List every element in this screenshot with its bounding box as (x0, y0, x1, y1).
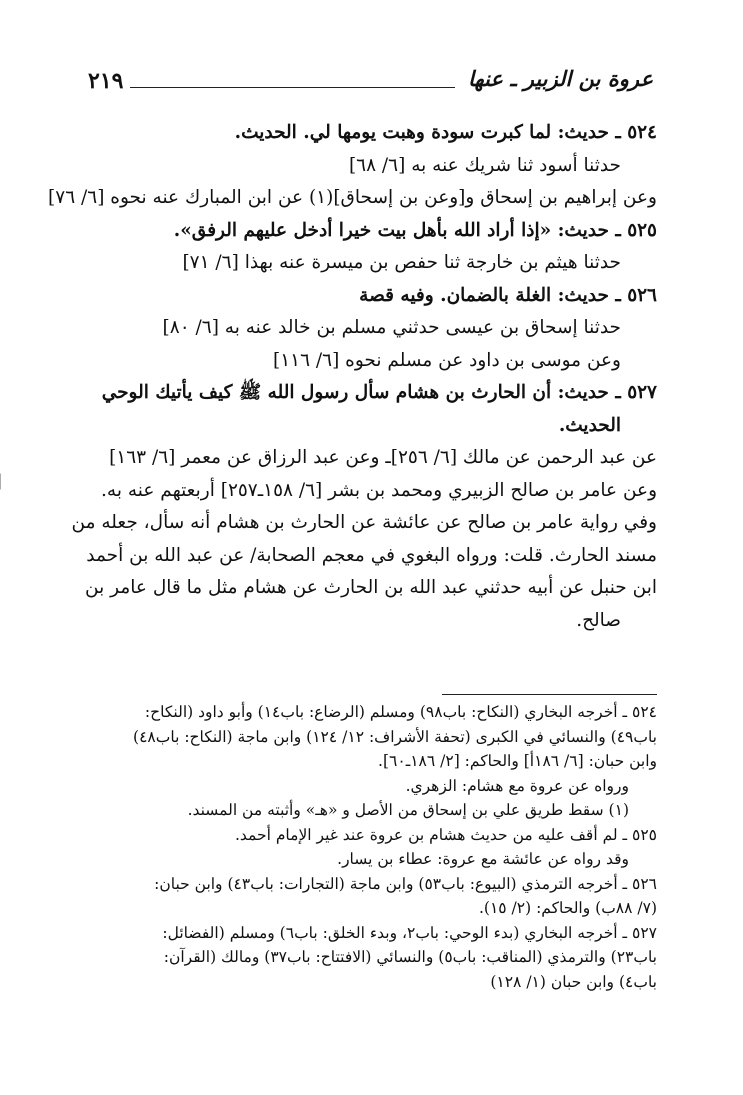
footnotes (60, 700, 657, 994)
text-line: ابن حنبل عن أبيه حدثني عبد الله بن الحارث عن هشام مثل ما قال عامر بن (85, 577, 657, 598)
text-line: حدثنا هيثم بن خارجة ثنا حفص بن ميسرة عنه بهذا [٦/ ٧١] (182, 252, 621, 273)
footnote-line: ٥٢٥ ـ لم أقف عليه من حديث هشام بن عروة عند غير الإمام أحمد. (234, 825, 657, 844)
text-line: الحديث. (558, 414, 621, 436)
entry-526-heading: ٥٢٦ ـ حديث: الغلة بالضمان. وفيه قصة (359, 284, 657, 306)
text-line: حدثنا إسحاق بن عيسى حدثني مسلم بن خالد عنه به [٦/ ٨٠] (162, 317, 621, 338)
footnote-line: (١) سقط طريق علي بن إسحاق من الأصل و «هـ» وأثبته من المسند. (187, 801, 629, 819)
margin-folio-note (0, 471, 2, 492)
entry-525-heading: ٥٢٥ ـ حديث: «إذا أراد الله بأهل بيت خيرا أدخل عليهم الرفق». (173, 219, 657, 241)
text-line: وعن موسى بن داود عن مسلم نحوه [٦/ ١١٦] (272, 349, 621, 371)
footnote-line: وقد رواه عن عائشة مع عروة: عطاء بن يسار. (337, 850, 629, 868)
footnote-line: (٧/ ٨٨ب) والحاكم: (٢/ ١٥). (478, 899, 657, 917)
text-line: صالح. (576, 609, 621, 631)
running-title: عروة بن الزبير ـ عنها (467, 66, 653, 91)
footnote-line: ٥٢٧ ـ أخرجه البخاري (بدء الوحي: باب٢، وبدء الخلق: باب٦) ومسلم (الفضائل: (162, 923, 657, 942)
page-number: ٢١٩ (88, 68, 124, 94)
text-line: وعن عامر بن صالح الزبيري ومحمد بن بشر [٦/ ١٥٨ـ٢٥٧] أربعتهم عنه به. (101, 479, 657, 501)
footnote-line: وابن حبان: [٦/ ١٨٦أ] والحاكم: [٢/ ١٨٦ـ٦٠]. (378, 752, 657, 770)
footnote-line: ورواه عن عروة مع هشام: الزهري. (405, 776, 629, 795)
footnote-line: باب٢٣) والترمذي (المناقب: باب٥) والنسائي (الافتتاح: باب٣٧) ومالك (القرآن: (163, 948, 657, 966)
header-rule (130, 87, 455, 88)
text-line: وعن إبراهيم بن إسحاق و[وعن بن إسحاق](١) عن ابن المبارك عنه نحوه [٦/ ٧٦] (48, 187, 657, 208)
footnote-line: باب٤) وابن حبان (١/ ١٢٨) (490, 972, 657, 991)
footnote-line: ٥٢٦ ـ أخرجه الترمذي (البيوع: باب٥٣) وابن ماجة (التجارات: باب٤٣) وابن حبان: (154, 874, 657, 893)
text-line: مسند الحارث. قلت: ورواه البغوي في معجم الصحابة/ عن عبد الله بن أحمد (86, 544, 657, 566)
text-line: وفي رواية عامر بن صالح عن عائشة عن الحارث بن هشام أنه سأل، جعله من (71, 512, 657, 533)
text-line: حدثنا أسود ثنا شريك عنه به [٦/ ٦٨] (348, 154, 621, 176)
page-header (88, 62, 653, 102)
text-line: عن عبد الرحمن عن مالك [٦/ ٢٥٦]ـ وعن عبد الرزاق عن معمر [٦/ ١٦٣] (109, 447, 657, 468)
entry-527-heading: ٥٢٧ ـ حديث: أن الحارث بن هشام سأل رسول الله ﷺ كيف يأتيك الوحي (101, 382, 657, 403)
footnote-line: باب٤٩) والنسائي في الكبرى (تحفة الأشراف: ١٢/ ١٢٤) وابن ماجة (النكاح: باب٤٨) (133, 727, 657, 746)
footnote-line: ٥٢٤ ـ أخرجه البخاري (النكاح: باب٩٨) ومسلم (الرضاع: باب١٤) وأبو داود (النكاح: (144, 703, 657, 721)
footnote-rule (442, 694, 657, 695)
main-text (48, 117, 657, 637)
entry-524-heading: ٥٢٤ ـ حديث: لما كبرت سودة وهبت يومها لي. الحديث. (234, 122, 657, 143)
